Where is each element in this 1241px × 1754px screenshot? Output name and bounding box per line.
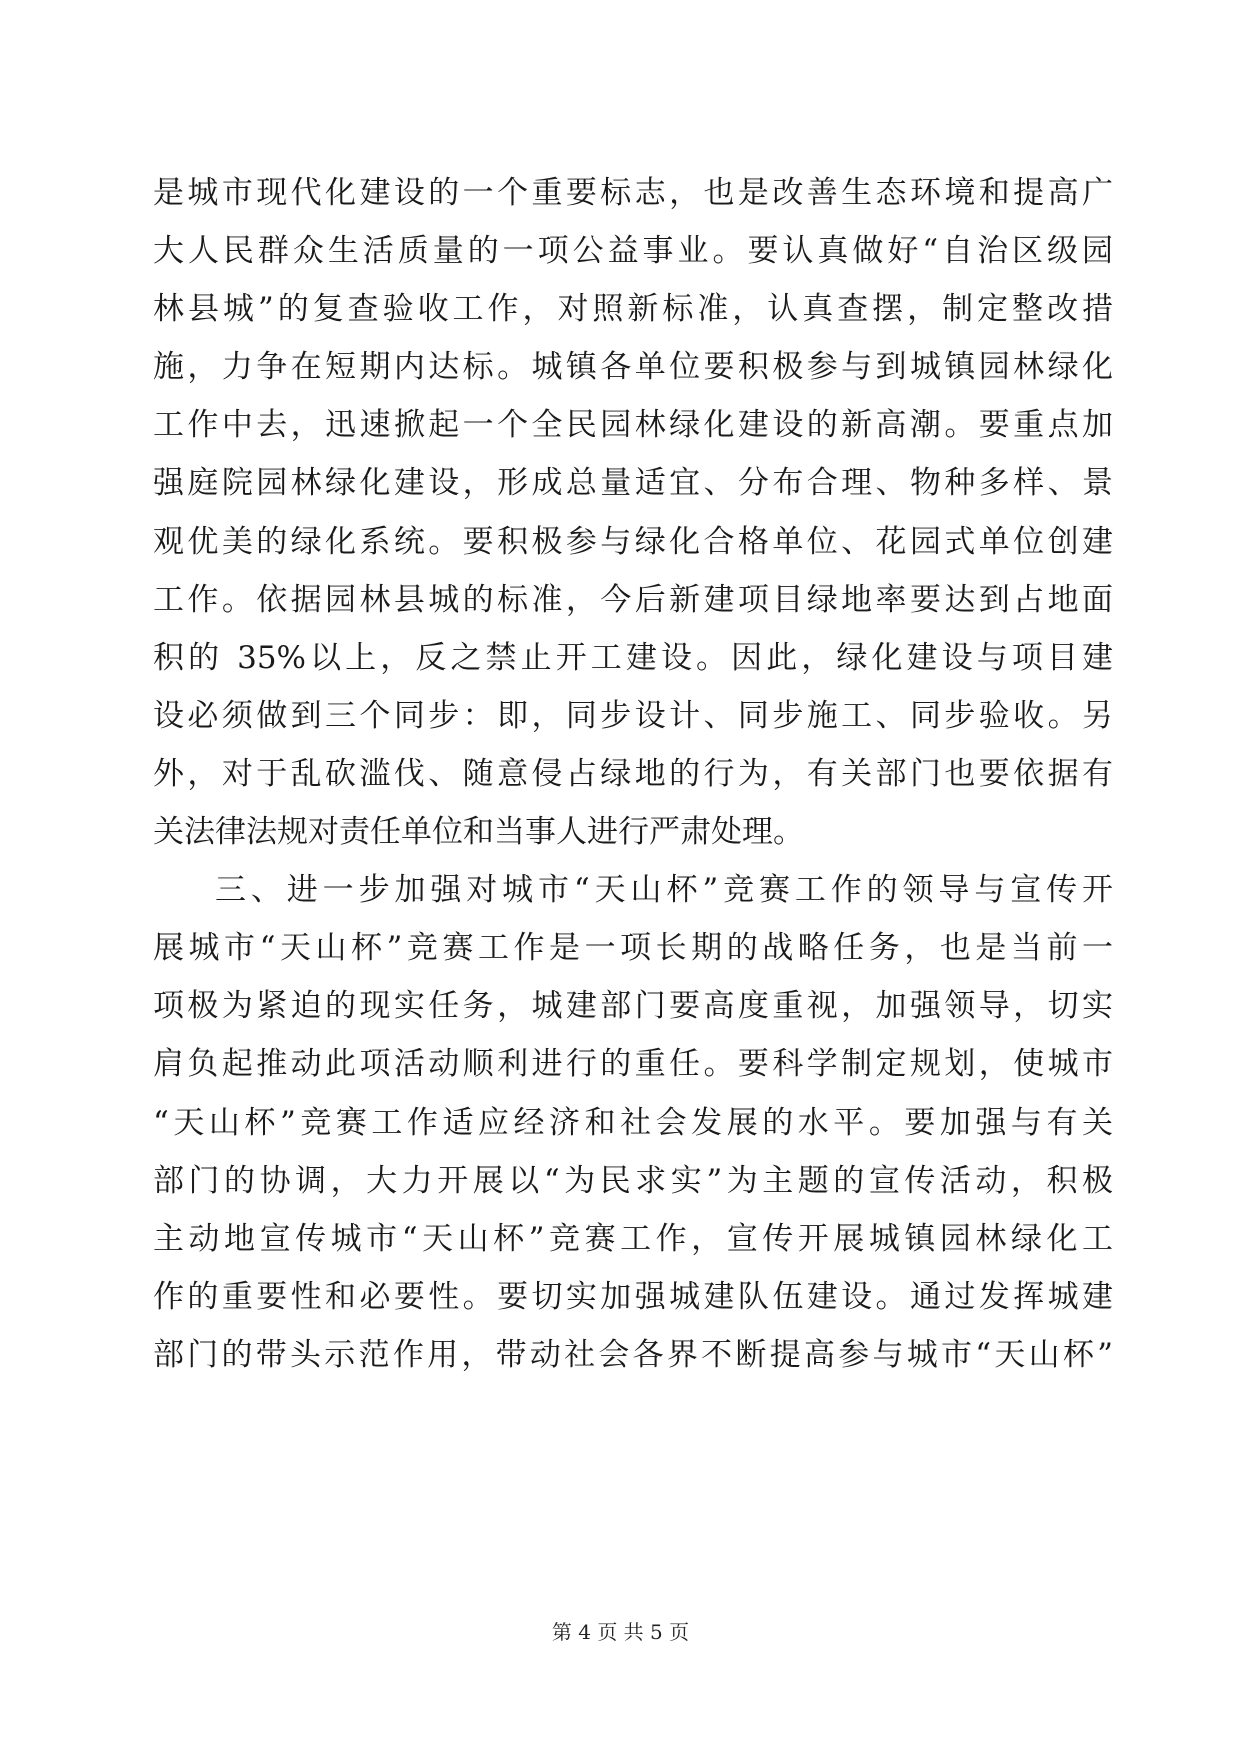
body-text	[153, 164, 1113, 1384]
paragraph-2-line: 展城市“天山杯”竞赛工作是一项长期的战略任务，也是当前一	[153, 930, 1113, 967]
paragraph-2-line: 主动地宣传城市“天山杯”竞赛工作，宣传开展城镇园林绿化工	[153, 1220, 1113, 1257]
paragraph-1-line: 积的 35%以上，反之禁止开工建设。因此，绿化建设与项目建	[153, 639, 1113, 676]
paragraph-2-line: 作的重要性和必要性。要切实加强城建队伍建设。通过发挥城建	[153, 1278, 1113, 1315]
paragraph-2-line: 肩负起推动此项活动顺利进行的重任。要科学制定规划，使城市	[153, 1046, 1113, 1083]
paragraph-2-line: 三、进一步加强对城市“天山杯”竞赛工作的领导与宣传开	[215, 872, 1113, 909]
paragraph-1-line: 是城市现代化建设的一个重要标志，也是改善生态环境和提高广	[153, 175, 1113, 211]
paragraph-2-line: “天山杯”竞赛工作适应经济和社会发展的水平。要加强与有关	[153, 1104, 1113, 1141]
paragraph-1-line: 设必须做到三个同步：即，同步设计、同步施工、同步验收。另	[153, 697, 1113, 734]
paragraph-1-line: 观优美的绿化系统。要积极参与绿化合格单位、花园式单位创建	[153, 523, 1113, 560]
paragraph-1-line: 施，力争在短期内达标。城镇各单位要积极参与到城镇园林绿化	[153, 349, 1113, 386]
paragraph-1-line: 大人民群众生活质量的一项公益事业。要认真做好“自治区级园	[153, 233, 1113, 270]
paragraph-2-line: 部门的带头示范作用，带动社会各界不断提高参与城市“天山杯”	[153, 1336, 1113, 1373]
paragraph-1-line: 林县城”的复查验收工作，对照新标准，认真查摆，制定整改措	[153, 291, 1113, 328]
page-footer	[0, 1618, 1241, 1646]
paragraph-2-line: 部门的协调，大力开展以“为民求实”为主题的宣传活动，积极	[153, 1162, 1113, 1199]
paragraph-1-line: 外，对于乱砍滥伐、随意侵占绿地的行为，有关部门也要依据有	[153, 755, 1113, 792]
paragraph-2-line: 项极为紧迫的现实任务，城建部门要高度重视，加强领导，切实	[153, 988, 1113, 1025]
paragraph-1-line: 工作。依据园林县城的标准，今后新建项目绿地率要达到占地面	[153, 581, 1113, 618]
paragraph-1-line: 工作中去，迅速掀起一个全民园林绿化建设的新高潮。要重点加	[153, 407, 1113, 444]
paragraph-1-line: 强庭院园林绿化建设，形成总量适宜、分布合理、物种多样、景	[153, 465, 1113, 502]
paragraph-1-line: 关法律法规对责任单位和当事人进行严肃处理。	[153, 814, 804, 851]
page-number-label: 第 4 页 共 5 页	[551, 1620, 690, 1644]
